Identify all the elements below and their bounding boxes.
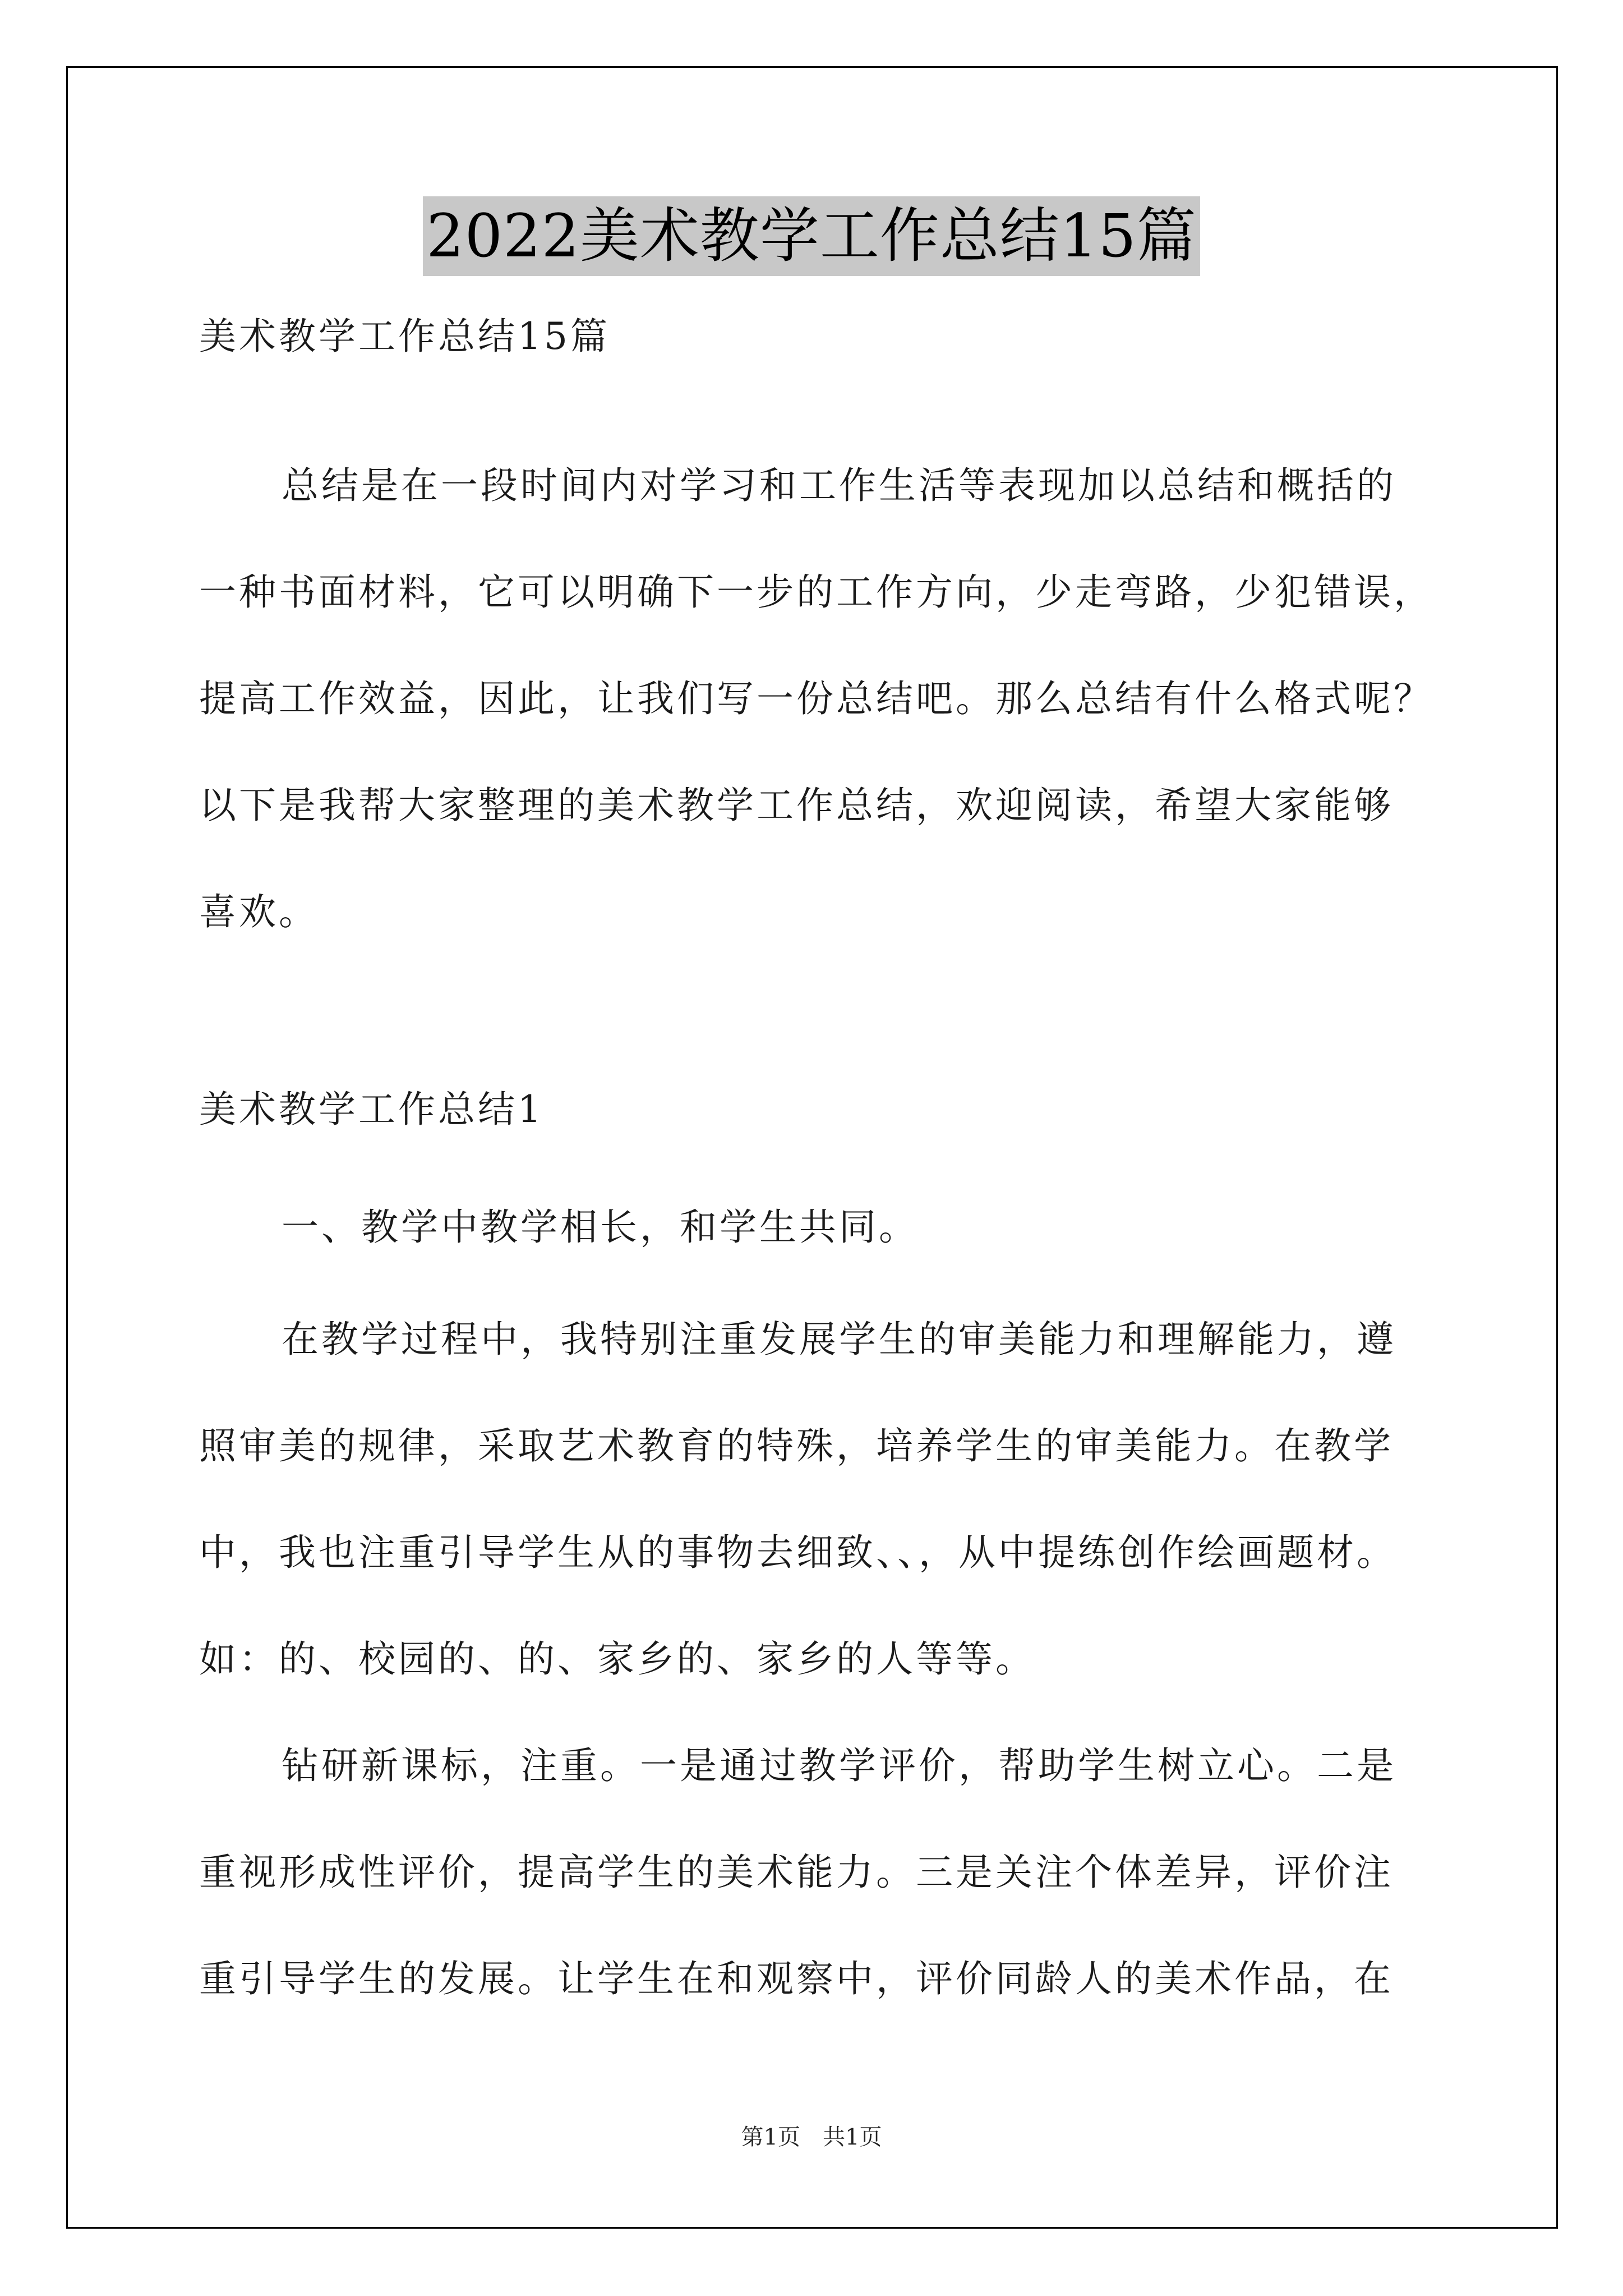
subtitle-line: 美术教学工作总结15篇 xyxy=(199,315,610,358)
paragraph-line: 如：的、校园的、的、家乡的、家乡的人等等。 xyxy=(199,1637,1035,1681)
paragraph-line: 照审美的规律，采取艺术教育的特殊，培养学生的审美能力。在教学 xyxy=(199,1424,1394,1467)
paragraph-line: 提高工作效益，因此，让我们写一份总结吧。那么总结有什么格式呢？ xyxy=(199,677,1433,720)
paragraph-line: 在教学过程中，我特别注重发展学生的审美能力和理解能力，遵 xyxy=(282,1318,1396,1361)
paragraph-line: 钻研新课标，注重。一是通过教学评价，帮助学生树立心。二是 xyxy=(282,1744,1396,1787)
page-footer: 第1页 共1页 xyxy=(741,2124,882,2150)
page-border xyxy=(66,66,1558,2229)
paragraph-line: 中，我也注重引导学生从的事物去细致、、，从中提练创作绘画题材。 xyxy=(199,1531,1396,1574)
title-container xyxy=(0,196,1623,276)
document-title: 2022美术教学工作总结15篇 xyxy=(423,196,1200,276)
paragraph-line: 重视形成性评价，提高学生的美术能力。三是关注个体差异，评价注 xyxy=(199,1851,1394,1894)
paragraph-line: 一、教学中教学相长，和学生共同。 xyxy=(282,1205,919,1249)
paragraph-line: 重引导学生的发展。让学生在和观察中，评价同龄人的美术作品，在 xyxy=(199,1957,1394,2000)
paragraph-line: 一种书面材料，它可以明确下一步的工作方向，少走弯路，少犯错误， xyxy=(199,570,1433,614)
paragraph-line: 喜欢。 xyxy=(199,890,319,933)
paragraph-line: 总结是在一段时间内对学习和工作生活等表现加以总结和概括的 xyxy=(282,464,1396,507)
section-heading: 美术教学工作总结1 xyxy=(199,1088,544,1131)
paragraph-line: 以下是我帮大家整理的美术教学工作总结，欢迎阅读，希望大家能够 xyxy=(199,784,1394,827)
